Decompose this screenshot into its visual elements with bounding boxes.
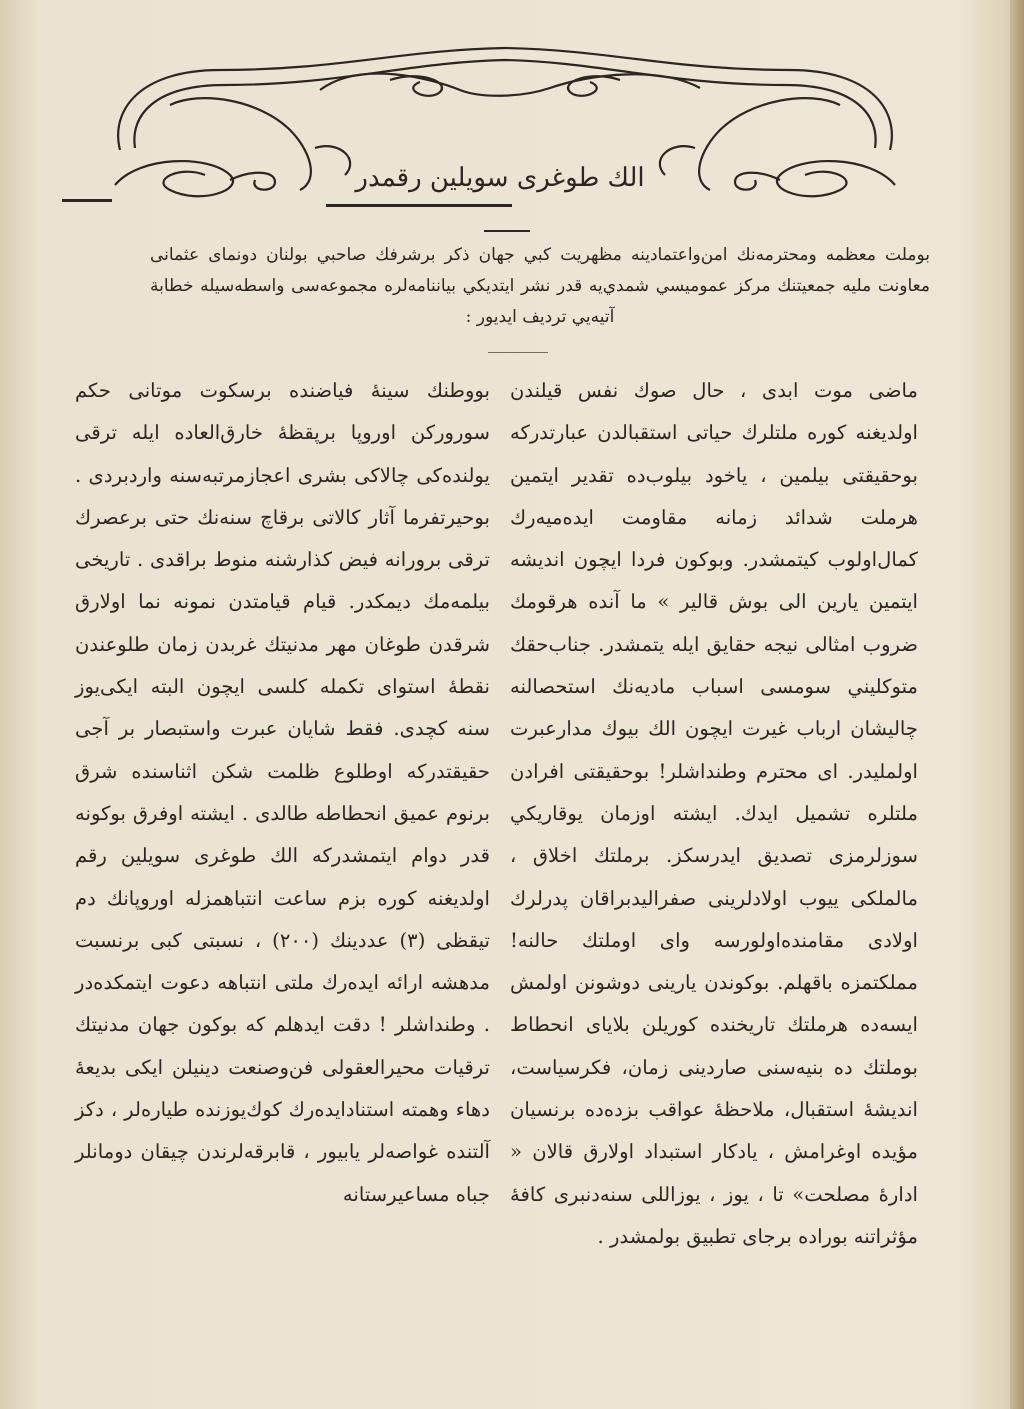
title-underline: [326, 204, 512, 207]
intro-separator: [488, 352, 548, 353]
intro-paragraph: بوملت معظمه ومحترمه‌نك امن‌واعتمادينه مظهريت كبي جهان ذكر برشرفك صاحبي بولنان دونمای عثمانی معاونت مليه جمعيتنك مركز عموميسي شمدي‌يه قدر نشر ايتديكي بياننامه‌لره مجموعه‌سی واسطه‌سيله خطابة آتيه‌يي ترديف ايديور :: [150, 245, 930, 327]
page-binding-edge: [1010, 0, 1024, 1409]
margin-mark: [62, 199, 112, 202]
left-column-text: بووطنك سينهٔ فياضنده برسكوت موتانی حكم سورورکن اوروپا برپقظهٔ خارق‌العاده ايله ترقی يولنده‌كی چالاكی بشری اعجازمرتبه‌سنه واردبردی . بوحيرتفرما آثار كالاتی برقاچ سنه‌نك حتی برعصرك ترقی برورانه فيض كذارشنه منوط براقدی . تاريخی بيلمه‌مك ديمكدر. قيام قيامتدن نمونه نما اولارق شرقدن طوغان مهر مدنيتك غربدن زمان طلوعندن نقطهٔ استوای تكمله كلسی ايچون البته ايكی‌يوز سنه كچدی. فقط شايان عبرت واستبصار بر آجی حقيقتدركه اوطلوع ظلمت شكن اثناسنده شرق برنوم عميق انحطاطه طالدی . ايشته اوفرق بوكونه قدر دوام ايتمشدركه الك طوغری سويلين رقم اولديغنه كوره بزم ساعت انتباهمزله اوروپانك دم تيقظی (٣) عددينك (٢٠٠) ، نسبتی كبی برنسبت مدهشه ارائه ايده‌رك ملتی انتباهه دعوت ايتمكده‌در . وطنداشلر ! دقت ايدهلم كه بوكون جهان مدنيتك ترقيات محيرالعقولی فن‌وصنعت دينيلن ايكی بديعهٔ دهاء وهمته استنادايده‌رك كوك‌يوزنده طياره‌لر ، دكز آلتنده غواصه‌لر يابيور ، قابرقه‌لرندن چيقان دومانلر جباه مساعيرستانه: [75, 379, 490, 1206]
separator-rule: [484, 230, 530, 232]
right-column-text: ماضی موت ابدی ، حال صوك نفس قيلندن اولديغنه كوره ملتلرك حياتی استقبالدن عبارتدركه بوحقيقتی بيلمين ، ياخود بيلوب‌ده تقدير ايتمين هرملت شدائد زمانه مقاومت ايده‌ميه‌رك كمال‌اولوب كيتمشدر. وبوكون فردا ايچون انديشه ايتمين يارين الی بوش قالير » ما آنده هرقومك ضروب امثالی نيجه حقايق ايله يتمشدر. جناب‌حقك متوكليني سومسی اسباب ماديه‌نك استحصالنه چاليشان ارباب غيرت ايچون الك بيوك مدارعبرت اولمليدر. ای محترم وطنداشلر! بوحقيقتی افرادن ملتلره تشميل ايدك. ايشته اوزمان يوقاريكي سوزلرمزی تصديق ايدرسكز. برملتك اخلاق ، مالملكی ييوب اولادلرينی صفرالیدبراقان پدرلرك اولادی مقامنده‌اولورسه وای اوملتك حالنه! مملكتمزه باقهلم. بوكوندن يارينی دوشونن اولمش ايسه‌ده هرملتك تاريخنده كوريلن بلايای انحطاط بوملتك ده بنيه‌سنی صاردينی زمان، فكرسياست، انديشهٔ استقبال، ملاحظهٔ عواقب بزده‌ده برنسيان مؤيده اوغرامش ، يادكار استبداد اولارق قالان « ادارهٔ مصلحت» تا ، يوز ، يوزاللی سنه‌دنبری كافهٔ مؤثراتنه بوراده برجای تطبيق بولمشدر .: [510, 379, 918, 1248]
article-title: الك طوغرى سويلين رقمدر: [355, 163, 645, 193]
